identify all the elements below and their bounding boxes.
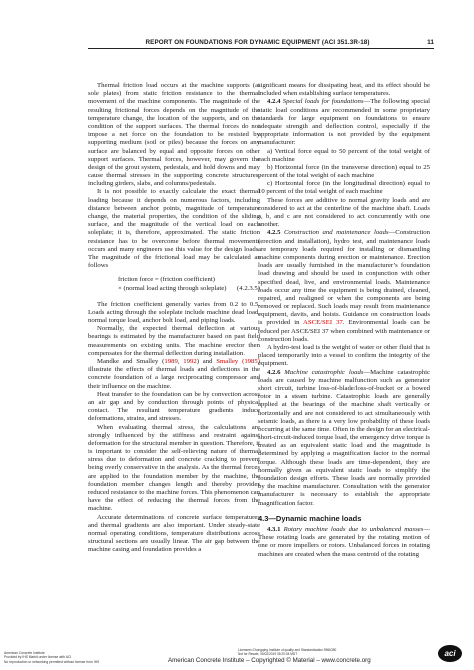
paragraph-thermal-deflection: Normally, the expected thermal deflection at various bearings is estimated by the manufacturer based on past field measurements on existing units. The machine erector then compensates for the thermal deflection during installation. — [88, 325, 260, 357]
aci-logo: aci — [438, 645, 462, 662]
paragraph-hydro-test: A hydro-test load is the weight of water or other fluid that is placed temporarily into a vessel to confirm the integrity of the equipment. — [258, 344, 430, 368]
section-heading-4-3: 4.3—Dynamic machine loads — [258, 513, 362, 523]
paragraph-friction-coefficient: The friction coefficient generally varies from 0.2 to 0.5. Loads acting through the soleplate include machine dead load, normal torque load, anchor bolt load, and piping loads. — [88, 300, 260, 325]
footer-copyright: American Concrete Institute – Copyrighted © Material – www.concrete.org — [168, 657, 371, 664]
section-4-2-6-title: Machine catastrophic loads — [284, 368, 364, 376]
paragraph-thermal-loading: It is not possible to exactly calculate the exact thermal loading because it depends on numerous factors, including distance between anchor points, magnitude of temperature change, the material properties, the condition of the sliding surface, and the magnitude of the vertical load on each soleplate; it is, therefore, approximated. The static friction resistance has to be overcome before thermal movements occurs and many engineers use this value for the design loads. The magnitude of the frictional load may be calculated as follows — [88, 188, 260, 270]
reference-link-asce-sei-37[interactable]: ASCE/SEI 37 — [303, 319, 343, 327]
paragraph-thermal-friction: Thermal friction load occurs at the machine supports (at sole plates) from static friction resistance to the thermal movement of the machine components. The magnitude of the resulting frictional forces depends on the magnitude of the temperature change, the location of the supports, and on the condition of the support surfaces. The thermal forces do not impose a net force on the foundation to be resisted by supporting medium (soil or piles) because the forces on any surface are balanced by equal and opposite forces on other support surfaces. Thermal forces, however, may govern the design of the grout system, pedestals, and hold downs and may cause thermal stresses in the supporting concrete structures, including girders, slabs, and columns/pedestals. — [88, 82, 260, 188]
paragraph-continued: significant means for dissipating heat, and its effect should be included when establishing surface temperatures. — [258, 82, 430, 98]
section-4-2-4-title: Special loads for foundations — [282, 98, 364, 106]
paragraph-thermal-stress: When evaluating thermal stress, the calculations are strongly influenced by the stiffness and restraint against deformation for the structural member in question. Therefore, it is important to consider the self-relieving nature of thermal stress due to deformation and concrete cracking to prevent being overly conservative in the analysis. As the thermal forces are applied to the foundation member by the machine, the foundation member changes length and thereby provides reduced resistance to the machine forces. This phenomenon can have the effect of reducing the thermal forces from the machine. — [88, 423, 260, 513]
footer-license-notice: Licensee=Chongqing Institute of quality and Standardization 5966390 Not for Resale, 05/02/2019 05:20:04 MDT — [238, 648, 337, 657]
paragraph-additive-forces: These forces are additive to normal gravity loads and are considered to act at the centerline of the machine shaft. Loads a, b, and c are not considered to act concurrently with one another. — [258, 196, 430, 229]
reference-link-1992[interactable]: 1992 — [183, 358, 197, 365]
paragraph-heat-transfer: Heat transfer to the foundation can be by convection across an air gap and by conduction through points of physical contact. The resultant temperature gradients induce deformations, strains, and stresses. — [88, 390, 260, 423]
section-4-2-5-title: Construction and maintenance loads — [283, 229, 389, 237]
left-column — [88, 82, 260, 555]
section-4-3-1: 4.3.1 Rotary machine loads due to unbalanced masses—These rotating loads are generated by the rotating motion of one or more impellers or rotors. Unbalanced forces in rotating machines are created when the mass centroid of the rotating — [258, 525, 430, 558]
paragraph-mandke-smalley: Mandke and Smalley (1989, 1992) and Smalley (1985) illustrate the effects of thermal loads and deflections in the concrete foundation of a large reciprocating compressor and their influence on the machine. — [88, 358, 260, 390]
equation-number: (4.2.3.5) — [237, 284, 260, 292]
section-4-2-5: 4.2.5 Construction and maintenance loads—Construction (erection and installation), hydro test, and maintenance loads are temporary loads required for installing or dismantling machine components during erection or maintenance. Erection loads are usually furnished in the manufacturer’s foundation load drawing and should be used in conjunction with other specified dead, live, and environmental loads. Maintenance loads occur any time the equipment is being drained, cleaned, repaired, and realigned or when the components are being removed or replaced. Such loads may result from maintenance equipment, davits, and hoists. Guidance on construction loads is provided in ASCE/SEI 37. Environmental loads can be reduced per ASCE/SEI 37 when combined with maintenance or construction loads. — [258, 229, 430, 343]
equation-line-1: friction force = (friction coefficient) — [118, 276, 215, 284]
footer-provider-notice: American Concrete Institute Provided by IHS Markit under license with ACI No reproduction or networking permitted without license from IHS — [4, 651, 100, 664]
running-header-title: REPORT ON FOUNDATIONS FOR DYNAMIC EQUIPMENT (ACI 351.3R-18) — [145, 39, 370, 46]
friction-force-equation — [88, 276, 260, 292]
page-number: 11 — [427, 39, 434, 46]
section-4-3-1-title: Rotary machine loads due to unbalanced masses — [283, 525, 424, 533]
reference-link-1989[interactable]: 1989 — [164, 358, 178, 365]
reference-link-smalley-1985[interactable]: Smalley (1985) — [216, 358, 260, 365]
paragraph-surface-temperatures: Accurate determinations of concrete surface temperatures and thermal gradients are also important. Under steady-state normal operating conditions, temperature distributions across structural sections are usually linear. The air gap between the machine casing and foundation provides a — [88, 513, 260, 554]
list-item-b: b) Horizontal force (in the transverse direction) equal to 25 percent of the total weight of each machine — [258, 163, 430, 180]
right-column — [258, 82, 430, 559]
running-header — [88, 34, 434, 49]
section-4-2-4: 4.2.4 Special loads for foundations—The following special static load conditions are recommended in some proprietary standards for large equipment on foundations to ensure adequate strength and deflection control, especially if the appropriate information is not provided by the equipment manufacturer: — [258, 98, 430, 147]
equation-line-2: × (normal load acting through soleplate) — [118, 284, 227, 292]
list-item-c: c) Horizontal force (in the longitudinal direction) equal to 10 percent of the total weight of each machine — [258, 180, 430, 196]
list-item-a: a) Vertical force equal to 50 percent of the total weight of each machine — [258, 147, 430, 163]
section-4-2-6: 4.2.6 Machine catastrophic loads—Machine catastrophic loads are caused by machine malfunction such as generator short circuit, turbine loss-of-blade/loss-of-bucket or a bowed rotor in a steam turbine. Catastrophic loads are generally applied at the bearings of the machine shaft vertically or horizontally and are not considered to act simultaneously with seismic loads, as there is a very low probability of these loads occurring at the same time. Often in the design for an electrical-short-circuit-induced torque load, the emergency drive torque is treated as an equivalent static load and the magnitude is determined by applying a magnification factor to the normal torque. Although these loads are time-dependent, they are normally given as equivalent static loads to simplify the foundation design efforts. These loads are normally provided by the machine manufacturer. Consultation with the generator manufacturer is necessary to establish the appropriate magnification factor. — [258, 368, 431, 507]
